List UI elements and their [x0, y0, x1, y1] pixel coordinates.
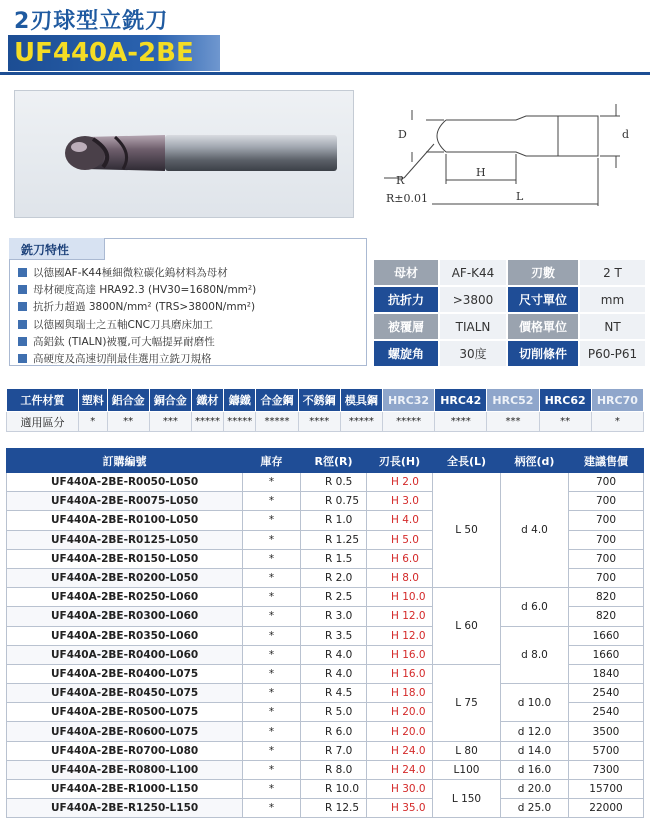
feature-item: 高硬度及高速切削最佳選用立銑刀規格 [18, 350, 256, 367]
product-table [6, 448, 644, 818]
table-row: UF440A-2BE-R0400-L060 * R 4.0 H 16.0 1660 [7, 645, 644, 664]
features-list [18, 264, 256, 367]
material-rating: * [591, 412, 643, 432]
spec-value: NT [579, 313, 646, 340]
table-row: UF440A-2BE-R1250-L150 * R 12.5 H 35.0 d 25.0 22000 [7, 799, 644, 818]
feature-item: 母材硬度高達 HRA92.3 (HV30=1680N/mm²) [18, 281, 256, 298]
shank-group: d 14.0 [501, 741, 569, 760]
material-header: 模具鋼 [340, 389, 382, 412]
feature-item: 抗折力超過 3800N/mm² (TRS>3800N/mm²) [18, 298, 256, 315]
material-rating: **** [298, 412, 340, 432]
spec-label: 切削條件 [507, 340, 579, 367]
spec-table [372, 258, 647, 368]
shank-group: d 6.0 [501, 588, 569, 626]
label-H: H [476, 166, 486, 179]
dimension-drawing [376, 100, 646, 220]
material-header: HRC70 [591, 389, 643, 412]
table-row: UF440A-2BE-R1000-L150 * R 10.0 H 30.0 L 150 d 20.0 15700 [7, 780, 644, 799]
material-rating: **** [435, 412, 487, 432]
material-header: 鋁合金 [107, 389, 149, 412]
spec-label: 螺旋角 [373, 340, 439, 367]
header-divider [0, 72, 650, 75]
spec-row [373, 286, 646, 313]
spec-value: mm [579, 286, 646, 313]
product-photo [14, 90, 354, 218]
material-rating: ***** [382, 412, 434, 432]
table-row: UF440A-2BE-R0100-L050 * R 1.0 H 4.0 700 [7, 511, 644, 530]
spec-label: 刃數 [507, 259, 579, 286]
table-row: UF440A-2BE-R0800-L100 * R 8.0 H 24.0 L100 d 16.0 7300 [7, 760, 644, 779]
bullet-square-icon [18, 354, 27, 363]
material-table [6, 388, 644, 432]
material-rating: ***** [224, 412, 256, 432]
shank-group: d 16.0 [501, 760, 569, 779]
label-R: R [396, 174, 405, 187]
model-number: UF440A-2BE [14, 38, 194, 68]
table-row: UF440A-2BE-R0250-L060 * R 2.5 H 10.0 L 60 d 6.0 820 [7, 588, 644, 607]
spec-label: 抗折力 [373, 286, 439, 313]
shank-group: d 12.0 [501, 722, 569, 741]
material-rating: ** [107, 412, 149, 432]
shank-group: d 4.0 [501, 473, 569, 588]
bullet-square-icon [18, 320, 27, 329]
table-row: UF440A-2BE-R0400-L075 * R 4.0 H 16.0 L 75 1840 [7, 664, 644, 683]
col-stock: 庫存 [243, 449, 301, 473]
spec-label: 被覆層 [373, 313, 439, 340]
length-group: L100 [433, 760, 501, 779]
table-row: UF440A-2BE-R0075-L050 * R 0.75 H 3.0 700 [7, 492, 644, 511]
spec-value: 2 T [579, 259, 646, 286]
spec-value: P60-P61 [579, 340, 646, 367]
length-group: L 80 [433, 741, 501, 760]
material-rating: *** [487, 412, 539, 432]
table-row: UF440A-2BE-R0600-L075 * R 6.0 H 20.0 d 12.0 3500 [7, 722, 644, 741]
spec-label: 尺寸單位 [507, 286, 579, 313]
spec-label: 價格單位 [507, 313, 579, 340]
label-d: d [622, 128, 630, 141]
material-header: 鐵材 [191, 389, 223, 412]
col-overall-length: 全長(L) [433, 449, 501, 473]
bullet-square-icon [18, 337, 27, 346]
table-row: UF440A-2BE-R0450-L075 * R 4.5 H 18.0 d 10.0 2540 [7, 684, 644, 703]
material-header: HRC32 [382, 389, 434, 412]
bullet-square-icon [18, 268, 27, 277]
shank-group: d 8.0 [501, 626, 569, 684]
spec-value: >3800 [439, 286, 507, 313]
material-rating: ** [539, 412, 591, 432]
spec-row [373, 340, 646, 367]
table-row: UF440A-2BE-R0700-L080 * R 7.0 H 24.0 L 80 d 14.0 5700 [7, 741, 644, 760]
material-header: HRC52 [487, 389, 539, 412]
label-L: L [516, 190, 524, 203]
col-flute-length: 刃長(H) [367, 449, 433, 473]
material-rating: * [79, 412, 108, 432]
material-rating: ***** [256, 412, 298, 432]
shank-group: d 20.0 [501, 780, 569, 799]
shank-group: d 25.0 [501, 799, 569, 818]
feature-item: 以德國與瑞士之五軸CNC刀具磨床加工 [18, 316, 256, 333]
table-row: UF440A-2BE-R0050-L050 * R 0.5 H 2.0 L 50 d 4.0 700 [7, 473, 644, 492]
table-row: UF440A-2BE-R0125-L050 * R 1.25 H 5.0 700 [7, 530, 644, 549]
material-rating: ***** [340, 412, 382, 432]
material-rating: *** [149, 412, 191, 432]
material-values-row [7, 412, 644, 432]
material-header: 鑄鐵 [224, 389, 256, 412]
col-shank-dia: 柄徑(d) [501, 449, 569, 473]
product-header-row [7, 449, 644, 473]
feature-item: 以德國AF-K44極細微粒碳化鎢材料為母材 [18, 264, 256, 281]
col-price: 建議售價 [569, 449, 644, 473]
spec-row [373, 259, 646, 286]
bullet-square-icon [18, 302, 27, 311]
feature-item: 高鋁鈦 (TIALN)被覆,可大幅提昇耐磨性 [18, 333, 256, 350]
material-header: 不銹鋼 [298, 389, 340, 412]
end-mill-image [15, 91, 355, 219]
label-r-tolerance: R±0.01 [386, 192, 428, 205]
material-header: HRC42 [435, 389, 487, 412]
material-header: 塑料 [79, 389, 108, 412]
material-row-label: 適用區分 [7, 412, 79, 432]
spec-row [373, 313, 646, 340]
table-row: UF440A-2BE-R0350-L060 * R 3.5 H 12.0 d 8.0 1660 [7, 626, 644, 645]
length-group: L 75 [433, 664, 501, 741]
page-title: 2刃球型立銑刀 [14, 9, 169, 34]
bullet-square-icon [18, 285, 27, 294]
length-group: L 150 [433, 780, 501, 818]
material-header: 合金鋼 [256, 389, 298, 412]
col-order-code: 訂購編號 [7, 449, 243, 473]
spec-value: 30度 [439, 340, 507, 367]
table-row: UF440A-2BE-R0150-L050 * R 1.5 H 6.0 700 [7, 549, 644, 568]
table-row: UF440A-2BE-R0200-L050 * R 2.0 H 8.0 700 [7, 568, 644, 587]
features-title: 銑刀特性 [9, 238, 105, 260]
material-rating: ***** [191, 412, 223, 432]
shank-group: d 10.0 [501, 684, 569, 722]
length-group: L 60 [433, 588, 501, 665]
material-header-row [7, 389, 644, 412]
label-D: D [398, 128, 407, 141]
spec-value: TIALN [439, 313, 507, 340]
spec-label: 母材 [373, 259, 439, 286]
material-header: HRC62 [539, 389, 591, 412]
material-header: 銅合金 [149, 389, 191, 412]
table-row: UF440A-2BE-R0300-L060 * R 3.0 H 12.0 820 [7, 607, 644, 626]
length-group: L 50 [433, 473, 501, 588]
spec-value: AF-K44 [439, 259, 507, 286]
material-row-label: 工件材質 [7, 389, 79, 412]
table-row: UF440A-2BE-R0500-L075 * R 5.0 H 20.0 2540 [7, 703, 644, 722]
col-radius: R徑(R) [301, 449, 367, 473]
